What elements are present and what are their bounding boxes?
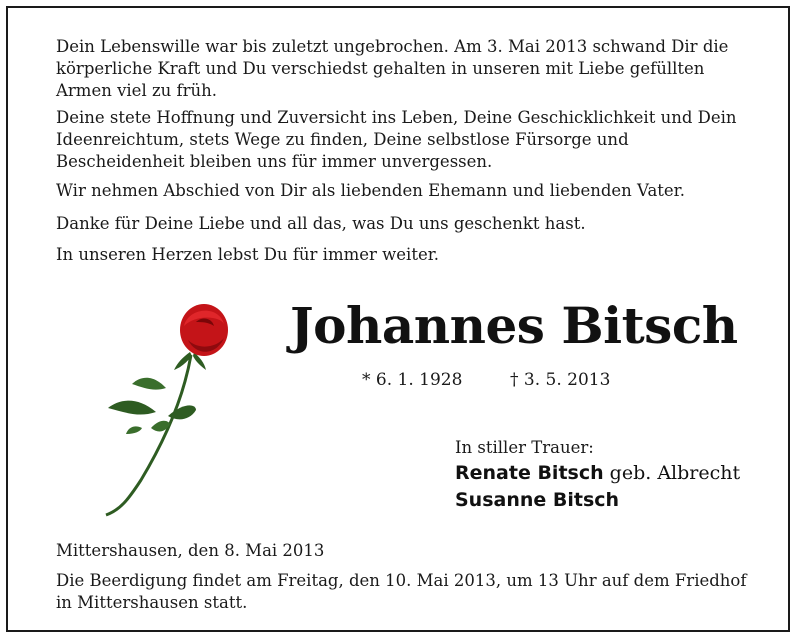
paragraph-4: Danke für Deine Liebe und all das, was Du uns geschenkt hast. bbox=[56, 214, 586, 233]
mourner-1-maiden-name: geb. Albrecht bbox=[609, 462, 741, 484]
funeral-notice: Die Beerdigung findet am Freitag, den 10. Mai 2013, um 13 Uhr auf dem Friedhof in Mittershausen statt. bbox=[56, 571, 747, 612]
death-date: † 3. 5. 2013 bbox=[510, 370, 611, 390]
place-date: Mittershausen, den 8. Mai 2013 bbox=[56, 541, 325, 560]
mourner-2-name: Susanne Bitsch bbox=[455, 489, 620, 511]
mourner-2 bbox=[455, 489, 619, 511]
mourner-1 bbox=[455, 462, 740, 484]
mourning-label: In stiller Trauer: bbox=[455, 438, 594, 457]
rose-icon bbox=[96, 300, 236, 525]
paragraph-3: Wir nehmen Abschied von Dir als liebenden Ehemann und liebenden Vater. bbox=[56, 181, 686, 200]
deceased-name: Johannes Bitsch bbox=[290, 296, 738, 355]
paragraph-2: Deine stete Hoffnung und Zuversicht ins Leben, Deine Geschicklichkeit und Dein Ideenreichtum, stets Wege zu finden, Deine selbstlose Fürsorge und Bescheidenheit bleiben uns für immer unvergessen. bbox=[56, 108, 737, 171]
paragraph-5: In unseren Herzen lebst Du für immer weiter. bbox=[56, 245, 440, 264]
mourner-1-name: Renate Bitsch bbox=[455, 462, 604, 484]
birth-date: * 6. 1. 1928 bbox=[362, 370, 463, 390]
paragraph-1: Dein Lebenswille war bis zuletzt ungebrochen. Am 3. Mai 2013 schwand Dir die körperliche Kraft und Du verschiedst gehalten in unseren mit Liebe gefüllten Armen viel zu früh. bbox=[56, 37, 729, 100]
